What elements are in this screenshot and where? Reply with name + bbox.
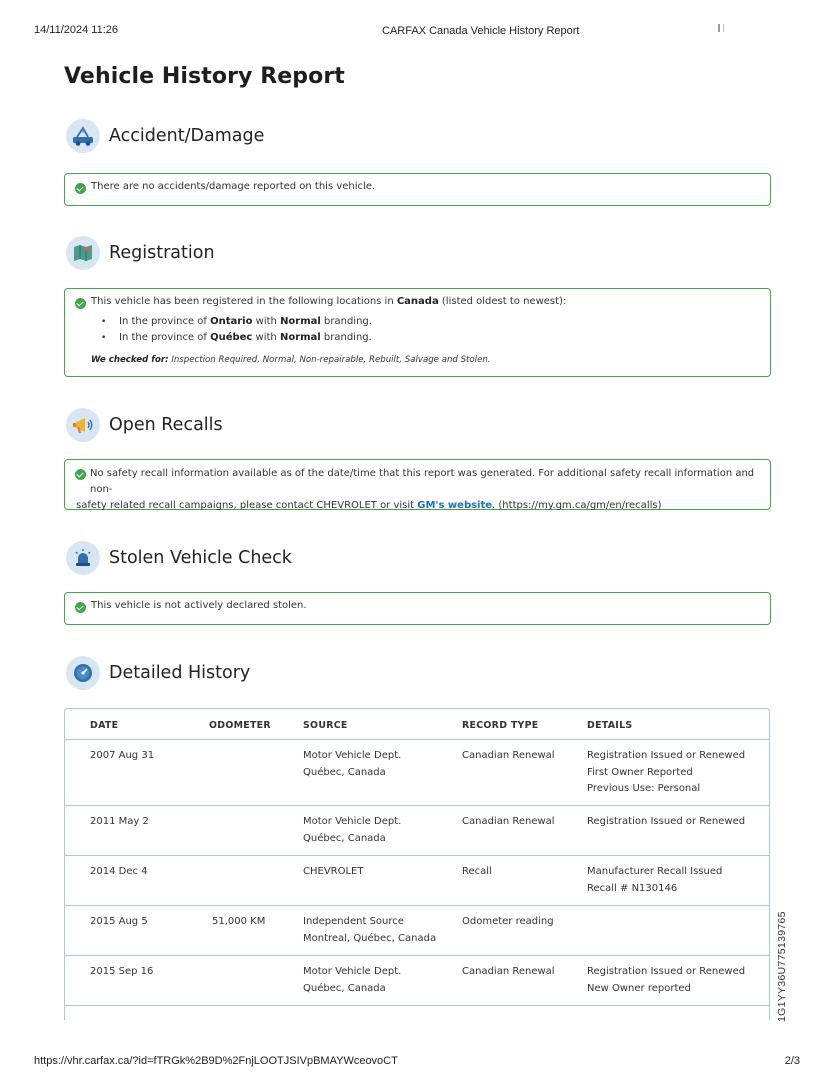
row-source-line: Independent Source: [303, 916, 404, 927]
registration-location-list: [101, 314, 372, 346]
accident-section-header: [66, 118, 264, 154]
stolen-section-header: [66, 540, 292, 576]
row-date: 2007 Aug 31: [90, 750, 155, 761]
row-date: 2015 Aug 5: [90, 916, 148, 927]
registration-status-box: [64, 288, 771, 377]
check-circle-icon: [75, 298, 86, 309]
row-record-type: Odometer reading: [462, 916, 554, 927]
location-suffix: branding.: [320, 332, 372, 343]
report-title: Vehicle History Report: [64, 64, 345, 89]
registration-location-item: [101, 330, 372, 346]
table-row: [65, 856, 769, 906]
location-with: with: [252, 316, 281, 327]
table-row: [65, 740, 769, 806]
row-source-line: Montreal, Québec, Canada: [303, 932, 437, 944]
row-source-line: CHEVROLET: [303, 866, 364, 877]
column-odometer: ODOMETER: [209, 720, 271, 731]
location-with: with: [252, 332, 280, 343]
checked-for-note: [91, 352, 491, 368]
row-detail-line: First Owner Reported: [587, 766, 693, 778]
row-source: [303, 814, 401, 847]
row-source-line: Québec, Canada: [303, 982, 386, 994]
registration-section-title: Registration: [109, 243, 215, 263]
tow-truck-icon: [66, 119, 100, 153]
table-row: [65, 956, 769, 1006]
row-date: 2014 Dec 4: [90, 866, 148, 877]
recalls-status-box: [64, 459, 771, 510]
stolen-message: This vehicle is not actively declared stolen.: [91, 600, 307, 611]
row-detail-line: Registration Issued or Renewed: [587, 750, 746, 761]
history-table: [64, 708, 770, 1020]
row-source: [303, 964, 401, 997]
row-record-type: Canadian Renewal: [462, 816, 555, 827]
row-source-line: Motor Vehicle Dept.: [303, 816, 402, 827]
recalls-line2-text: safety related recall campaigns, please contact CHEVROLET or visit: [76, 500, 418, 511]
row-details: [587, 814, 745, 831]
history-table-header: [65, 709, 769, 740]
row-details: [587, 748, 745, 798]
row-detail-line: Registration Issued or Renewed: [587, 816, 746, 827]
vin-number: 1G1YY36U775139765: [776, 911, 788, 1022]
scan-mark: [718, 24, 724, 32]
location-province: Québec: [210, 332, 253, 343]
row-detail-line: Manufacturer Recall Issued: [587, 866, 723, 877]
column-source: SOURCE: [303, 720, 348, 731]
registration-intro-text: This vehicle has been registered in the following locations in: [91, 296, 397, 307]
print-footer: [34, 1055, 800, 1069]
check-circle-icon: [75, 602, 86, 613]
row-detail-line: New Owner reported: [587, 982, 691, 994]
recalls-line2-suffix: . (https://my.gm.ca/gm/en/recalls): [492, 500, 662, 511]
stolen-section-title: Stolen Vehicle Check: [109, 548, 292, 568]
row-source: [303, 864, 363, 881]
row-source: [303, 748, 401, 781]
row-odometer: 51,000 KM: [212, 916, 266, 927]
column-date: DATE: [90, 720, 119, 731]
location-prefix: In the province of: [119, 316, 211, 327]
registration-intro-suffix: (listed oldest to newest):: [438, 296, 567, 307]
row-source-line: Motor Vehicle Dept.: [303, 750, 402, 761]
check-circle-icon: [75, 183, 86, 194]
location-branding: Normal: [280, 316, 321, 327]
recalls-section-header: [66, 407, 223, 443]
accident-message: There are no accidents/damage reported on this vehicle.: [91, 181, 376, 192]
row-record-type: Canadian Renewal: [462, 966, 555, 977]
row-source-line: Québec, Canada: [303, 832, 386, 844]
siren-icon: [66, 541, 100, 575]
row-detail-line: Recall # N130146: [587, 882, 678, 894]
checked-for-text: Inspection Required, Normal, Non-repairable, Rebuilt, Salvage and Stolen.: [168, 355, 491, 365]
row-details: [587, 864, 722, 897]
row-date: 2011 May 2: [90, 816, 149, 827]
map-icon: [66, 236, 100, 270]
row-source-line: Québec, Canada: [303, 766, 386, 778]
check-circle-icon: [75, 469, 86, 480]
recalls-section-title: Open Recalls: [109, 415, 223, 435]
odometer-icon: [66, 656, 100, 690]
location-prefix: In the province of: [119, 332, 211, 343]
history-section-header: [66, 655, 250, 691]
registration-country: Canada: [396, 296, 439, 307]
registration-intro: [91, 294, 752, 310]
registration-location-item: [101, 314, 372, 330]
print-header: [34, 24, 800, 40]
table-row: [65, 906, 769, 956]
table-row: [65, 806, 769, 856]
location-suffix: branding.: [320, 316, 372, 327]
footer-url: https://vhr.carfax.ca/?id=fTRGk%2B9D%2FnjLOOTJSIVpBMAYWceovoCT: [34, 1055, 398, 1067]
stolen-status-box: [64, 592, 771, 625]
location-province: Ontario: [210, 316, 253, 327]
row-source: [303, 914, 436, 947]
print-datetime: 14/11/2024 11:26: [34, 24, 119, 36]
row-detail-line: Previous Use: Personal: [587, 783, 701, 794]
row-detail-line: Registration Issued or Renewed: [587, 966, 746, 977]
print-title: CARFAX Canada Vehicle History Report: [382, 25, 580, 37]
row-date: 2015 Sep 16: [90, 966, 154, 977]
registration-section-header: [66, 235, 215, 271]
row-source-line: Motor Vehicle Dept.: [303, 966, 402, 977]
recalls-message-line2: [76, 498, 760, 514]
row-details: [587, 964, 745, 997]
recalls-message: [76, 466, 760, 514]
row-record-type: Canadian Renewal: [462, 750, 555, 761]
checked-for-label: We checked for:: [91, 355, 169, 365]
column-details: DETAILS: [587, 720, 633, 731]
page-number: 2/3: [784, 1055, 800, 1067]
row-record-type: Recall: [462, 866, 492, 877]
accident-section-title: Accident/Damage: [109, 126, 265, 146]
accident-status-box: [64, 173, 771, 206]
megaphone-icon: [66, 408, 100, 442]
column-record-type: RECORD TYPE: [462, 720, 539, 731]
gm-website-link[interactable]: GM's website: [417, 500, 493, 511]
location-branding: Normal: [279, 332, 321, 343]
recalls-message-line1: No safety recall information available as of the date/time that this report was generated. For additional safety recall information and non-: [90, 468, 755, 495]
history-section-title: Detailed History: [109, 663, 251, 683]
